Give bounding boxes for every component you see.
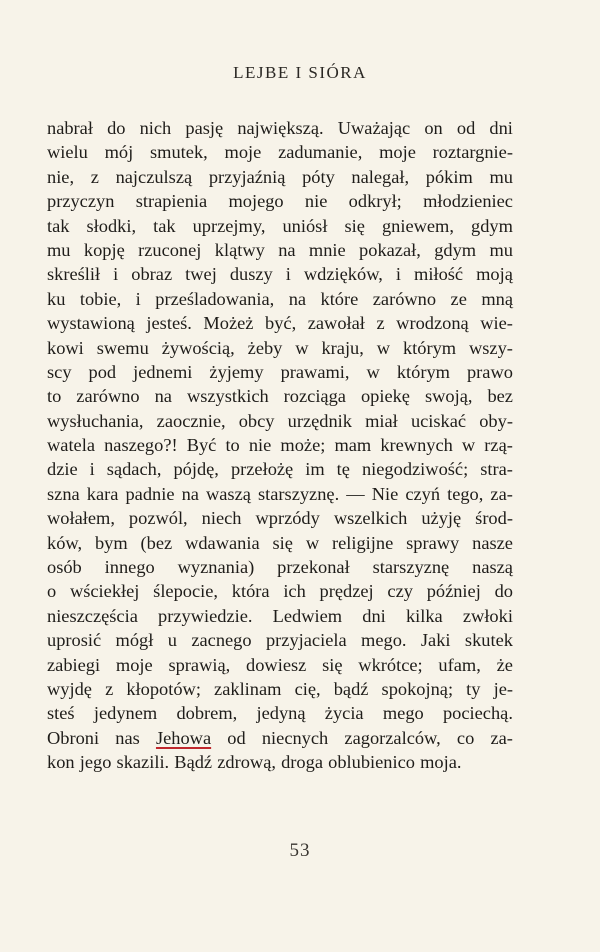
word: swemu: [96, 337, 149, 358]
word: pozwól,: [128, 508, 188, 529]
word: wszelkich: [333, 508, 408, 529]
word: się: [272, 532, 293, 553]
word: spokojną;: [381, 678, 454, 699]
word: Bądź: [174, 752, 213, 773]
word: scy: [47, 361, 72, 382]
word: sądach,: [106, 459, 162, 480]
word: dowiesz: [246, 654, 307, 675]
word: kłopotów;: [126, 678, 201, 699]
word: swoją,: [424, 386, 473, 407]
word: nie: [248, 435, 272, 456]
word: miłość: [414, 264, 464, 285]
word: z: [105, 678, 114, 699]
word: z: [90, 166, 99, 187]
word: naszą: [472, 557, 513, 578]
word: ze: [450, 288, 467, 309]
word: kopję: [83, 239, 125, 260]
word: wielu: [47, 142, 88, 163]
word: osób: [47, 557, 82, 578]
text-line: [47, 262, 513, 286]
word: skutek: [464, 630, 513, 651]
word: za-: [490, 727, 513, 748]
text-line: [47, 116, 513, 140]
word: ku: [47, 288, 66, 309]
word: jedyną: [256, 703, 306, 724]
word: to: [47, 386, 62, 407]
word: stra-: [480, 459, 513, 480]
word: je-: [493, 678, 513, 699]
word: wie-: [480, 313, 513, 334]
word: prawami,: [280, 361, 350, 382]
word: Być: [186, 435, 217, 456]
word: ślepocie,: [153, 581, 219, 602]
word: Ledwiem: [272, 605, 343, 626]
word: największą.: [237, 118, 324, 138]
word: zadumanie,: [278, 142, 363, 163]
text-line: [47, 726, 513, 750]
word: smutek,: [150, 142, 208, 163]
word: mu: [489, 166, 513, 187]
text-line: [47, 214, 513, 238]
word: wszystkich: [186, 386, 269, 407]
word: nieszczęścia: [47, 605, 138, 626]
word: wściekłej: [69, 581, 140, 602]
word: na: [278, 239, 296, 260]
word: nalegał,: [351, 166, 410, 187]
word: mój: [104, 142, 134, 163]
word: miał: [365, 410, 398, 431]
word: uniósł: [282, 215, 328, 236]
text-line: [47, 531, 513, 555]
word: żeby: [247, 337, 283, 358]
word: przekonał: [277, 557, 350, 578]
word: jego: [79, 752, 112, 773]
word: najczulszą: [115, 166, 193, 187]
word: nabrał: [47, 118, 93, 138]
word: ich: [283, 581, 306, 602]
word: zwłoki: [462, 605, 513, 626]
word: wołałem,: [47, 508, 115, 529]
text-line: [47, 360, 513, 384]
word: bądź: [333, 678, 369, 699]
word: oblubienico: [328, 752, 415, 773]
word: u: [167, 630, 177, 651]
word: duszy: [229, 264, 273, 285]
word: Obroni: [47, 727, 100, 748]
text-line: [47, 409, 513, 433]
text-line: [47, 140, 513, 164]
word: wrodzoną: [396, 313, 469, 334]
word: kraju,: [321, 337, 364, 358]
word: kowi: [47, 337, 84, 358]
running-head: LEJBE I SIÓRA: [233, 63, 367, 82]
word: rzą-: [484, 435, 513, 456]
word: kilka: [405, 605, 443, 626]
text-line: [47, 677, 513, 701]
word: moje: [379, 142, 416, 163]
word: i: [89, 459, 95, 480]
text-line: [47, 336, 513, 360]
word: pójdę,: [173, 459, 219, 480]
word: rzuconej: [138, 239, 202, 260]
word: w: [295, 337, 309, 358]
word: Nie: [371, 483, 399, 504]
word: przyjaźnią: [208, 166, 286, 187]
word: wyznania): [177, 557, 255, 578]
word: tego,: [447, 483, 484, 504]
word: ków,: [47, 532, 83, 553]
word: religijne: [331, 532, 394, 553]
word: oby-: [479, 410, 513, 431]
word: sprawią,: [168, 654, 231, 675]
word: tobie,: [79, 288, 122, 309]
page-number: 53: [289, 840, 311, 861]
word: ty: [466, 678, 481, 699]
word: moje: [115, 654, 153, 675]
word: cię,: [294, 678, 321, 699]
word: później: [426, 581, 481, 602]
word: które: [320, 288, 359, 309]
word: czyń: [405, 483, 441, 504]
word: kon: [47, 752, 75, 773]
word: się: [322, 654, 343, 675]
text-line: [47, 384, 513, 408]
word: że: [496, 654, 513, 675]
word: może;: [280, 435, 326, 456]
word: mego.: [361, 630, 407, 651]
word: wdzięków,: [303, 264, 383, 285]
text-line: [47, 457, 513, 481]
word: steś: [47, 703, 75, 724]
word: wyjdę: [47, 678, 92, 699]
word: starszyznę.: [257, 483, 340, 504]
word: padnie: [125, 483, 175, 504]
word: jednemi: [133, 361, 193, 382]
word: nasze: [472, 532, 513, 553]
word: od: [227, 727, 246, 748]
body-text: [47, 116, 513, 775]
word: młodzieniec: [423, 191, 513, 212]
word: póty: [302, 166, 335, 187]
word: szna: [47, 483, 80, 504]
word: wdawania: [185, 532, 260, 553]
word: bym: [94, 532, 128, 553]
word: gniewem,: [381, 215, 454, 236]
word: skreślił: [47, 264, 101, 285]
text-line: [47, 238, 513, 262]
word: obraz: [131, 264, 173, 285]
word: niegodziwość;: [361, 459, 469, 480]
word: prześladowania,: [155, 288, 275, 309]
word: zagorzalców,: [344, 727, 441, 748]
word: urzędnik: [287, 410, 352, 431]
word: mego: [382, 703, 424, 724]
word: mu: [489, 239, 513, 260]
word: on: [424, 118, 443, 138]
word: w: [366, 361, 380, 382]
word: dobrem,: [176, 703, 238, 724]
word: być,: [265, 313, 297, 334]
word: bez: [487, 386, 513, 407]
word: na: [154, 386, 172, 407]
word: twej: [185, 264, 217, 285]
word: dni: [362, 605, 386, 626]
word: którym: [402, 337, 457, 358]
word: którym: [396, 361, 450, 382]
word: dni: [489, 118, 513, 138]
word: wkrótce;: [358, 654, 423, 675]
word: moją: [476, 264, 513, 285]
word: nie,: [47, 166, 75, 187]
word: tak: [47, 215, 70, 236]
word: słodki,: [86, 215, 137, 236]
word: pokazał,: [359, 239, 421, 260]
word: ufam,: [438, 654, 481, 675]
word: roztargnie-: [432, 142, 513, 163]
word: prawo: [466, 361, 513, 382]
text-line: [47, 433, 513, 457]
word: waszą: [205, 483, 251, 504]
word: Uważając: [337, 118, 411, 138]
text-line: [47, 701, 513, 725]
word: z: [376, 313, 385, 334]
text-line: [47, 482, 513, 506]
word: zarówno: [372, 288, 437, 309]
word: do: [494, 581, 513, 602]
word: która: [231, 581, 270, 602]
word: i: [285, 264, 291, 285]
text-line: [47, 628, 513, 652]
text-line: [47, 287, 513, 311]
word: pasję: [185, 118, 224, 138]
word: na: [181, 483, 199, 504]
word: —: [346, 483, 365, 504]
word: im: [305, 459, 325, 480]
word: jedynem: [93, 703, 158, 724]
word: mógł: [115, 630, 154, 651]
word: innego: [104, 557, 155, 578]
text-line: [47, 165, 513, 189]
text-line: [47, 750, 513, 774]
word: niecnych: [261, 727, 329, 748]
text-line: [47, 311, 513, 335]
word: skazili.: [116, 752, 170, 773]
word: mnie: [308, 239, 346, 260]
word: i: [135, 288, 141, 309]
word: żyjemy: [209, 361, 264, 382]
text-line: [47, 604, 513, 628]
word: gdym: [471, 215, 513, 236]
word: zawołał: [307, 313, 365, 334]
word: gdym: [434, 239, 477, 260]
word: przyczyn: [47, 191, 115, 212]
word: nas: [115, 727, 140, 748]
word: co: [456, 727, 475, 748]
word: obcy: [238, 410, 275, 431]
word: wprzódy: [255, 508, 320, 529]
word: zacnego: [191, 630, 252, 651]
text-line: [47, 506, 513, 530]
word: uprzejmy,: [192, 215, 266, 236]
word: wystawioną: [47, 313, 135, 334]
word: nie: [304, 191, 328, 212]
word: mną: [481, 288, 513, 309]
word: nich: [139, 118, 172, 138]
word: o: [47, 581, 57, 602]
word: środ-: [475, 508, 513, 529]
word: za-: [490, 483, 513, 504]
word: uprosić: [47, 630, 102, 651]
underlined-word: Jehowa: [155, 727, 212, 748]
word: dzie: [47, 459, 78, 480]
word: w: [305, 532, 320, 553]
word: zaocznie,: [156, 410, 226, 431]
word: klątwy: [214, 239, 265, 260]
word: pod: [88, 361, 117, 382]
word: krewnych: [380, 435, 453, 456]
text-line: [47, 189, 513, 213]
word: pociechą.: [442, 703, 513, 724]
word: odkrył;: [348, 191, 402, 212]
text-line: [47, 555, 513, 579]
word: na: [288, 288, 307, 309]
word: Jaki: [420, 630, 451, 651]
word: droga: [281, 752, 323, 773]
word: moja.: [420, 752, 462, 773]
word: pókim: [425, 166, 473, 187]
word: i: [395, 264, 402, 285]
word: żywością,: [161, 337, 235, 358]
word: starszyznę: [372, 557, 450, 578]
word: opiekę: [360, 386, 410, 407]
word: użyję: [421, 508, 462, 529]
word: zarówno: [76, 386, 140, 407]
word: Możeż: [203, 313, 254, 334]
word: i: [113, 264, 119, 285]
word: to: [225, 435, 240, 456]
word: sprawy: [406, 532, 460, 553]
word: moje: [224, 142, 262, 163]
word: niech: [201, 508, 242, 529]
word: tak: [153, 215, 176, 236]
word: przyjaciela: [265, 630, 347, 651]
word: przywiedzie.: [158, 605, 253, 626]
word: mojego: [228, 191, 284, 212]
word: czy: [387, 581, 413, 602]
word: w: [461, 435, 476, 456]
text-line: [47, 579, 513, 603]
word: kara: [86, 483, 119, 504]
word: życia: [324, 703, 364, 724]
word: watela: [47, 435, 95, 456]
word: mu: [47, 239, 71, 260]
word: strapienia: [135, 191, 208, 212]
word: tę: [336, 459, 350, 480]
word: przełożę: [230, 459, 294, 480]
word: zabiegi: [47, 654, 101, 675]
word: uciskać: [410, 410, 467, 431]
text-line: [47, 653, 513, 677]
word: (bez: [140, 532, 173, 553]
word: w: [376, 337, 391, 358]
word: jesteś.: [146, 313, 192, 334]
word: prędzej: [319, 581, 374, 602]
word: naszego?!: [104, 435, 178, 456]
word: od: [456, 118, 476, 138]
word: się: [344, 215, 365, 236]
word: zdrową,: [217, 752, 276, 773]
word: wysłuchania,: [47, 410, 144, 431]
word: zaklinam: [214, 678, 282, 699]
word: wszy-: [468, 337, 513, 358]
word: mam: [334, 435, 372, 456]
word: do: [107, 118, 126, 138]
word: rozciąga: [283, 386, 346, 407]
